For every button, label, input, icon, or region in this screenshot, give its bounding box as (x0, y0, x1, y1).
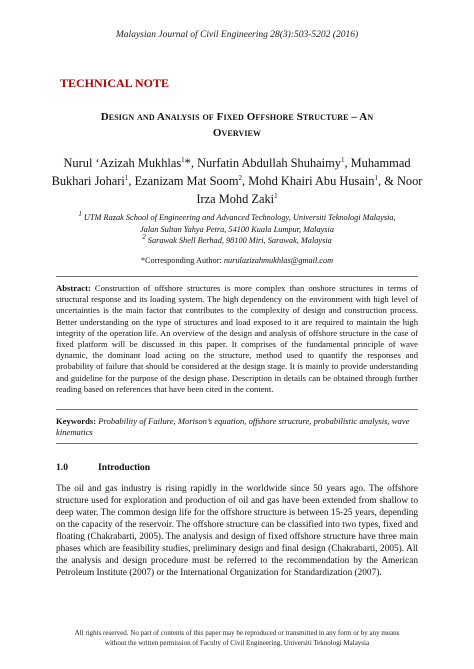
corresponding-author (40, 256, 434, 265)
affiliation-mark: 1 (274, 191, 278, 200)
affiliation-text: Sarawak Shell Berhad, 98100 Miri, Sarawak, Malaysia (145, 236, 332, 245)
author-name: , Muhammad Bukhari Johari (51, 156, 411, 188)
corresponding-label: *Corresponding Author: (140, 256, 224, 265)
affiliation-mark: 1 (374, 173, 379, 182)
author-name: , Mohd Khairi Abu Husain (242, 174, 375, 188)
paper-title-line-1: Design and Analysis of Fixed Offshore Structure – An (100, 111, 374, 123)
affiliation-mark: 1 (340, 155, 345, 164)
footer-line-1: All rights reserved. No part of contents of this paper may be reproduced or transmitted in any form or by any means (74, 629, 400, 637)
abstract-text: Construction of offshore structures is more complex than onshore structures in terms of structural response and its loading system. The high dependency on the environment with high level of uncertainties is the main factor that contributes to the complexity of design and construction process. Better understanding on the type of structures and load exposed to it are required to maintain the high integrity of the operation life. An overview of the design and analysis of offshore structure in the case of fixed platform will be discussed in this paper. It comprises of the fundamental principle of wave dynamic, the dominant load acting on the structure, method used to quantify the responses and probability of failure that should be considered at the design stage. It is mainly to provide understanding and guideline for the purpose of the design phase. Description in details can be obtained through further reading based on references that have been cited in the content. (56, 283, 418, 394)
affiliation-mark: 1 (124, 173, 129, 182)
affiliations (50, 212, 424, 247)
author-name: , & Noor Irza Mohd Zaki (196, 174, 423, 206)
corresponding-email[interactable]: nurulazizahmukhlas@gmail.com (223, 256, 334, 265)
keywords (56, 416, 418, 438)
author-name: Nurul ‘Azizah Mukhlas (63, 156, 182, 170)
affiliation-text: UTM Razak School of Engineering and Advanced Technology, Universiti Teknologi Malaysia, (81, 213, 396, 222)
affiliation-number: 1 (78, 210, 82, 219)
divider-top (56, 276, 418, 277)
abstract-label: Abstract: (56, 283, 91, 293)
affiliation-number: 2 (142, 233, 146, 242)
affiliation-1 (50, 212, 424, 224)
paper-title (70, 109, 404, 141)
section-title: Introduction (98, 462, 151, 473)
journal-header: Malaysian Journal of Civil Engineering 28(3):503-5202 (2016) (115, 30, 359, 40)
divider-bottom (56, 443, 418, 444)
corresponding-mark: * (184, 156, 191, 170)
affiliation-mark: 1 (181, 155, 185, 164)
section-heading (56, 462, 418, 473)
copyright-footer (40, 629, 434, 648)
author-list (50, 154, 424, 208)
section-number: 1.0 (56, 462, 68, 473)
paper-title-line-2: Overview (212, 127, 262, 139)
introduction-text: The oil and gas industry is rising rapidly in the worldwide since 50 years ago. The offshore structure used for exploration and production of oil and gas have been extended from shallow to deep water. The common design life for the offshore structure is between 15-25 years, depending on the capacity of the reservoir. The offshore structure can be classified into two types, fixed and floating (Chakrabarti, 2005). The analysis and design of fixed offshore structure have three main phases which are feasibility studies, preliminary design and final design (Chakrabarti, 2005). All the analysis and design procedure must be referred to the recommendation by the American Petroleum Institute (2007) or the International Organization for Standardization (2007). (56, 484, 418, 578)
author-name: , Ezanizam Mat Soom (128, 174, 239, 188)
affiliation-mark: 2 (238, 173, 242, 182)
affiliation-1-address: Jalan Sultan Yahya Petra, 54100 Kuala Lumpur, Malaysia (140, 224, 334, 234)
abstract (56, 283, 418, 395)
keywords-text: Probability of Failure, Morison’s equation, offshore structure, probabilistic analysis, wave kinematics (56, 416, 410, 438)
footer-line-2: without the written permission of Faculty of Civil Engineering, Universiti Teknologi Malaysia (104, 638, 370, 647)
author-name: , Nurfatin Abdullah Shuhaimy (190, 156, 341, 170)
affiliation-2 (50, 235, 424, 247)
divider-middle (56, 409, 418, 410)
keywords-label: Keywords: (56, 416, 97, 426)
introduction-paragraph (56, 483, 418, 579)
article-type-label: TECHNICAL NOTE (60, 76, 170, 90)
